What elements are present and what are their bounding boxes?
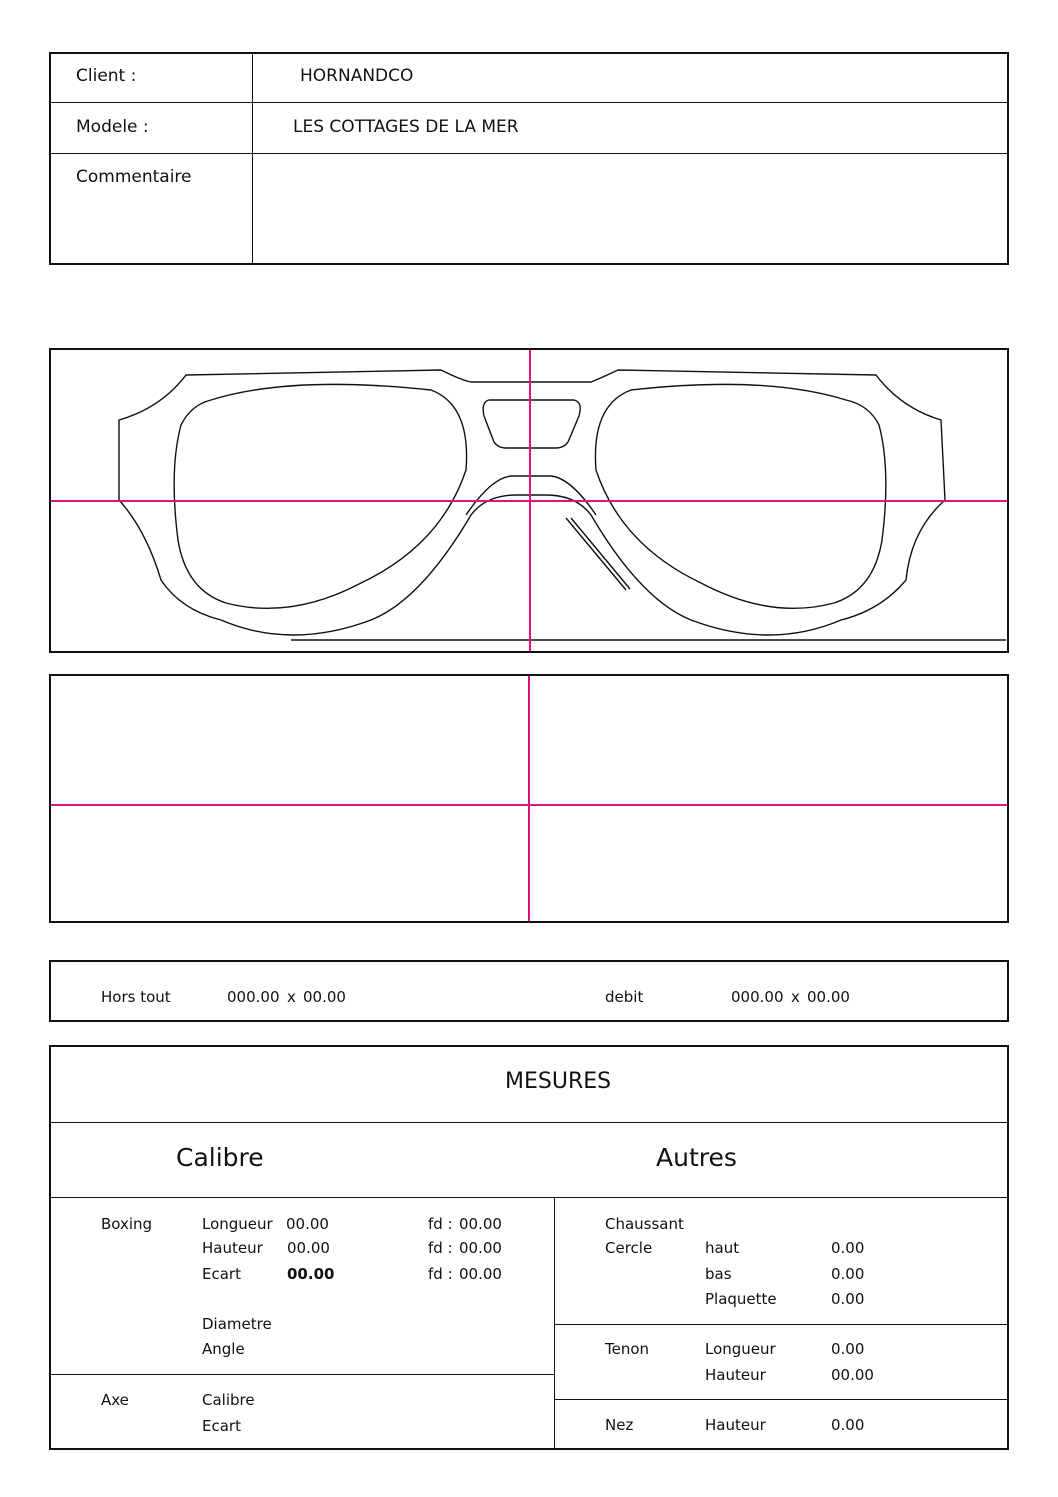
axe-ecart-label: Ecart	[202, 1417, 241, 1435]
tenon-hauteur-value: 00.00	[831, 1366, 874, 1384]
quadrant-vertical-guide	[528, 676, 530, 921]
debit-label: debit	[605, 988, 644, 1006]
boxing-label: Boxing	[101, 1215, 153, 1233]
boxing-hauteur-value: 00.00	[287, 1239, 330, 1257]
mesures-column-divider	[554, 1197, 555, 1448]
header-divider-1	[51, 102, 1007, 103]
mesures-divider-2	[51, 1197, 1007, 1198]
boxing-ecart-fd-value: 00.00	[459, 1265, 502, 1283]
tenon-label: Tenon	[605, 1340, 650, 1358]
boxing-ecart-label: Ecart	[202, 1265, 241, 1283]
nez-label: Nez	[605, 1416, 634, 1434]
glasses-drawing-frame	[49, 348, 1009, 653]
header-divider-2	[51, 153, 1007, 154]
cercle-plaquette-value: 0.00	[831, 1290, 865, 1308]
autres-heading: Autres	[656, 1143, 737, 1172]
axe-calibre-label: Calibre	[202, 1391, 255, 1409]
debit-value-2: 00.00	[807, 988, 850, 1006]
cercle-bas-value: 0.00	[831, 1265, 865, 1283]
tenon-hauteur-label: Hauteur	[705, 1366, 766, 1384]
calibre-heading: Calibre	[176, 1143, 264, 1172]
boxing-hauteur-label: Hauteur	[202, 1239, 263, 1257]
right-divider-tenon	[555, 1324, 1007, 1325]
cercle-plaquette-label: Plaquette	[705, 1290, 777, 1308]
left-divider-axe	[51, 1374, 555, 1375]
vertical-guide-line	[529, 350, 531, 651]
header-table	[49, 52, 1009, 265]
client-label: Client :	[76, 66, 137, 86]
boxing-hauteur-fd-label: fd :	[428, 1239, 453, 1257]
boxing-ecart-value: 00.00	[287, 1265, 335, 1283]
boxing-longueur-fd-label: fd :	[428, 1215, 453, 1233]
hors-tout-x: x	[287, 988, 296, 1006]
cercle-bas-label: bas	[705, 1265, 732, 1283]
boxing-longueur-label: Longueur	[202, 1215, 273, 1233]
hors-tout-label: Hors tout	[101, 988, 171, 1006]
angle-label: Angle	[202, 1340, 245, 1358]
boxing-ecart-fd-label: fd :	[428, 1265, 453, 1283]
cercle-label: Cercle	[605, 1239, 653, 1257]
debit-x: x	[791, 988, 800, 1006]
chaussant-label: Chaussant	[605, 1215, 684, 1233]
mesures-table	[49, 1045, 1009, 1450]
hors-tout-value: 000.00	[227, 988, 280, 1006]
commentaire-label: Commentaire	[76, 167, 192, 187]
right-divider-nez	[555, 1399, 1007, 1400]
nez-hauteur-label: Hauteur	[705, 1416, 766, 1434]
boxing-longueur-value: 00.00	[286, 1215, 329, 1233]
debit-value: 000.00	[731, 988, 784, 1006]
modele-label: Modele :	[76, 117, 149, 137]
hors-tout-value-2: 00.00	[303, 988, 346, 1006]
header-column-divider	[252, 54, 253, 263]
boxing-longueur-fd-value: 00.00	[459, 1215, 502, 1233]
modele-value: LES COTTAGES DE LA MER	[293, 117, 519, 137]
nez-hauteur-value: 0.00	[831, 1416, 865, 1434]
diametre-label: Diametre	[202, 1315, 272, 1333]
boxing-hauteur-fd-value: 00.00	[459, 1239, 502, 1257]
cercle-haut-value: 0.00	[831, 1239, 865, 1257]
client-value: HORNANDCO	[300, 66, 414, 86]
mesures-divider-1	[51, 1122, 1007, 1123]
dimensions-strip	[49, 960, 1009, 1022]
mesures-title: MESURES	[505, 1069, 612, 1094]
tenon-longueur-value: 0.00	[831, 1340, 865, 1358]
quadrant-panel	[49, 674, 1009, 923]
axe-label: Axe	[101, 1391, 129, 1409]
tenon-longueur-label: Longueur	[705, 1340, 776, 1358]
cercle-haut-label: haut	[705, 1239, 740, 1257]
